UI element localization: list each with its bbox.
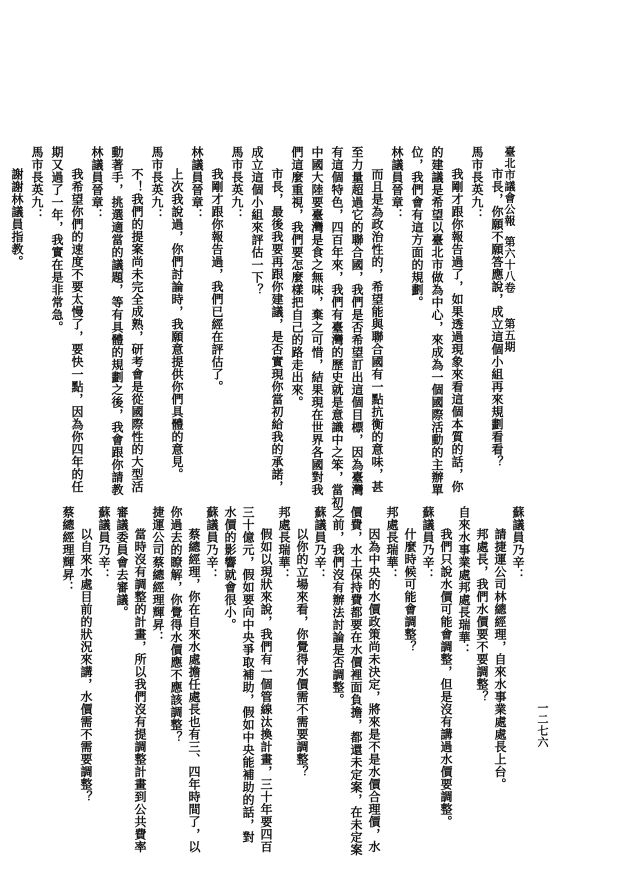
text-column: 我剛才跟你報告過，我們已經在評估了。	[210, 168, 224, 393]
text-column: 市長，最後我要再跟你建議，是否實現你當初給我的承諾，	[270, 168, 284, 493]
text-column: 中國大陸要臺灣是食之無味，棄之可惜，結果現在世界各國對我	[310, 146, 324, 496]
text-column: 三十億元，假如要向中央爭取補助，假如中央能補助的話，對	[241, 506, 255, 844]
speaker-line: 蘇議員乃辛：	[97, 506, 111, 581]
speaker-line: 馬市長英九：	[150, 146, 164, 221]
text-column: 的建議是希望以臺北市做為中心，來成為一個國際活動的主辦單	[430, 146, 444, 496]
text-column: 至力量超過它的聯合國，我們是否希望訂出這個目標，因為臺灣	[350, 146, 364, 496]
speaker-line: 蔡總經理輝昇：	[61, 506, 75, 594]
speaker-line: 馬市長英九：	[30, 146, 44, 221]
text-column: 以自來水處目前的狀況來講，水價需不需要調整？	[79, 528, 93, 803]
text-column: 們這麼重視，我們要怎麼樣把自己的路走出來。	[290, 146, 304, 409]
text-column: 我們只說水價可能會調整，但是沒有講過水價要調整。	[439, 528, 453, 828]
speaker-line: 蘇議員乃辛：	[205, 506, 219, 581]
text-column: 我剛才跟你報告過了，如果透過現象來看這個本質的話，你	[450, 168, 464, 493]
gazette-title: 臺北市議會公報	[503, 146, 516, 227]
text-column: 水價的影響就會很小。	[223, 506, 237, 631]
text-column: 你過去的瞭解，你覺得水價應不應該調整？	[169, 506, 183, 744]
text-column: 邦處長，我們水價要不要調整？	[475, 528, 489, 703]
text-column: 假如以現狀來說，我們有一個管線汰換計畫，三十年要四百	[259, 528, 273, 853]
speaker-line: 林議員晉章：	[90, 146, 104, 221]
gazette-volume: 第六十八卷	[503, 236, 516, 294]
gazette-issue: 第五期	[503, 318, 516, 353]
speaker-line: 蘇議員乃辛：	[511, 506, 525, 581]
text-column: 蔡總經理，你在自來水處擔任處長也有三、四年時間了，以	[187, 528, 201, 853]
text-column: 市長，你願不願答應說，成立這個小組再來規劃看看？	[490, 168, 504, 468]
speaker-line: 蘇議員乃辛：	[421, 506, 435, 581]
text-column: 上次我說過，你們討論時，我願意提供你們具體的意見。	[170, 168, 184, 481]
text-column: 以你的立場來看，你覺得水價需不需要調整？	[295, 528, 309, 778]
text-column: 什麼時候可能會調整？	[403, 528, 417, 653]
text-column: 當時沒有調整的計畫，所以我們沒有提調整計畫到公共費率	[133, 528, 147, 853]
speaker-line: 馬市長英九：	[470, 146, 484, 221]
text-column: 之前，我們沒有辦法討論是否調整。	[331, 506, 345, 706]
text-column: 有這個特色，四百年來，我們有臺灣的歷史就是意識中之笨，當初	[330, 146, 344, 509]
text-column: 動著手，挑選適當的議題，等有具體的規劃之後，我會跟你請教	[110, 146, 124, 496]
text-column: 成立這個小組來評估一下？	[250, 146, 264, 296]
text-column: 審議委員會去審議。	[115, 506, 129, 619]
text-column: 位，我們會有這方面的規劃。	[410, 146, 424, 309]
text-column: 請捷運公司林總經理，自來水事業處處長上台。	[493, 528, 507, 791]
speaker-line: 林議員晉章：	[190, 146, 204, 221]
speaker-line: 蘇議員乃辛：	[313, 506, 327, 581]
speaker-line: 捷運公司蔡總經理輝昇：	[151, 506, 165, 644]
text-column: 謝謝林議員指教。	[10, 168, 24, 268]
speaker-line: 自來水事業處邦處長瑞華：	[457, 506, 471, 656]
text-column: 而且是為政治性的，希望能與聯合國有一點抗衡的意味，甚	[370, 168, 384, 493]
page-number: 一二七六	[536, 702, 549, 748]
speaker-line: 馬市長英九：	[230, 146, 244, 221]
speaker-line: 邦處長瑞華：	[385, 506, 399, 581]
text-column: 不！我們的提案尚未完全成熟，研考會是從國際性的大型活	[130, 168, 144, 493]
text-column: 因為中央的水價政策尚未決定，將來是不是水價合理價，水	[367, 528, 381, 853]
speaker-line: 邦處長瑞華：	[277, 506, 291, 581]
text-column: 我希望你們的速度不要太慢了，要快一點，因為你四年的任	[70, 168, 84, 493]
text-column: 期又過了一年，我實在是非常急。	[50, 146, 64, 334]
speaker-line: 林議員晉章：	[390, 146, 404, 221]
text-column: 價費，水土保持費都要在水價裡面負擔，都還未定案，在未定案	[349, 506, 363, 856]
